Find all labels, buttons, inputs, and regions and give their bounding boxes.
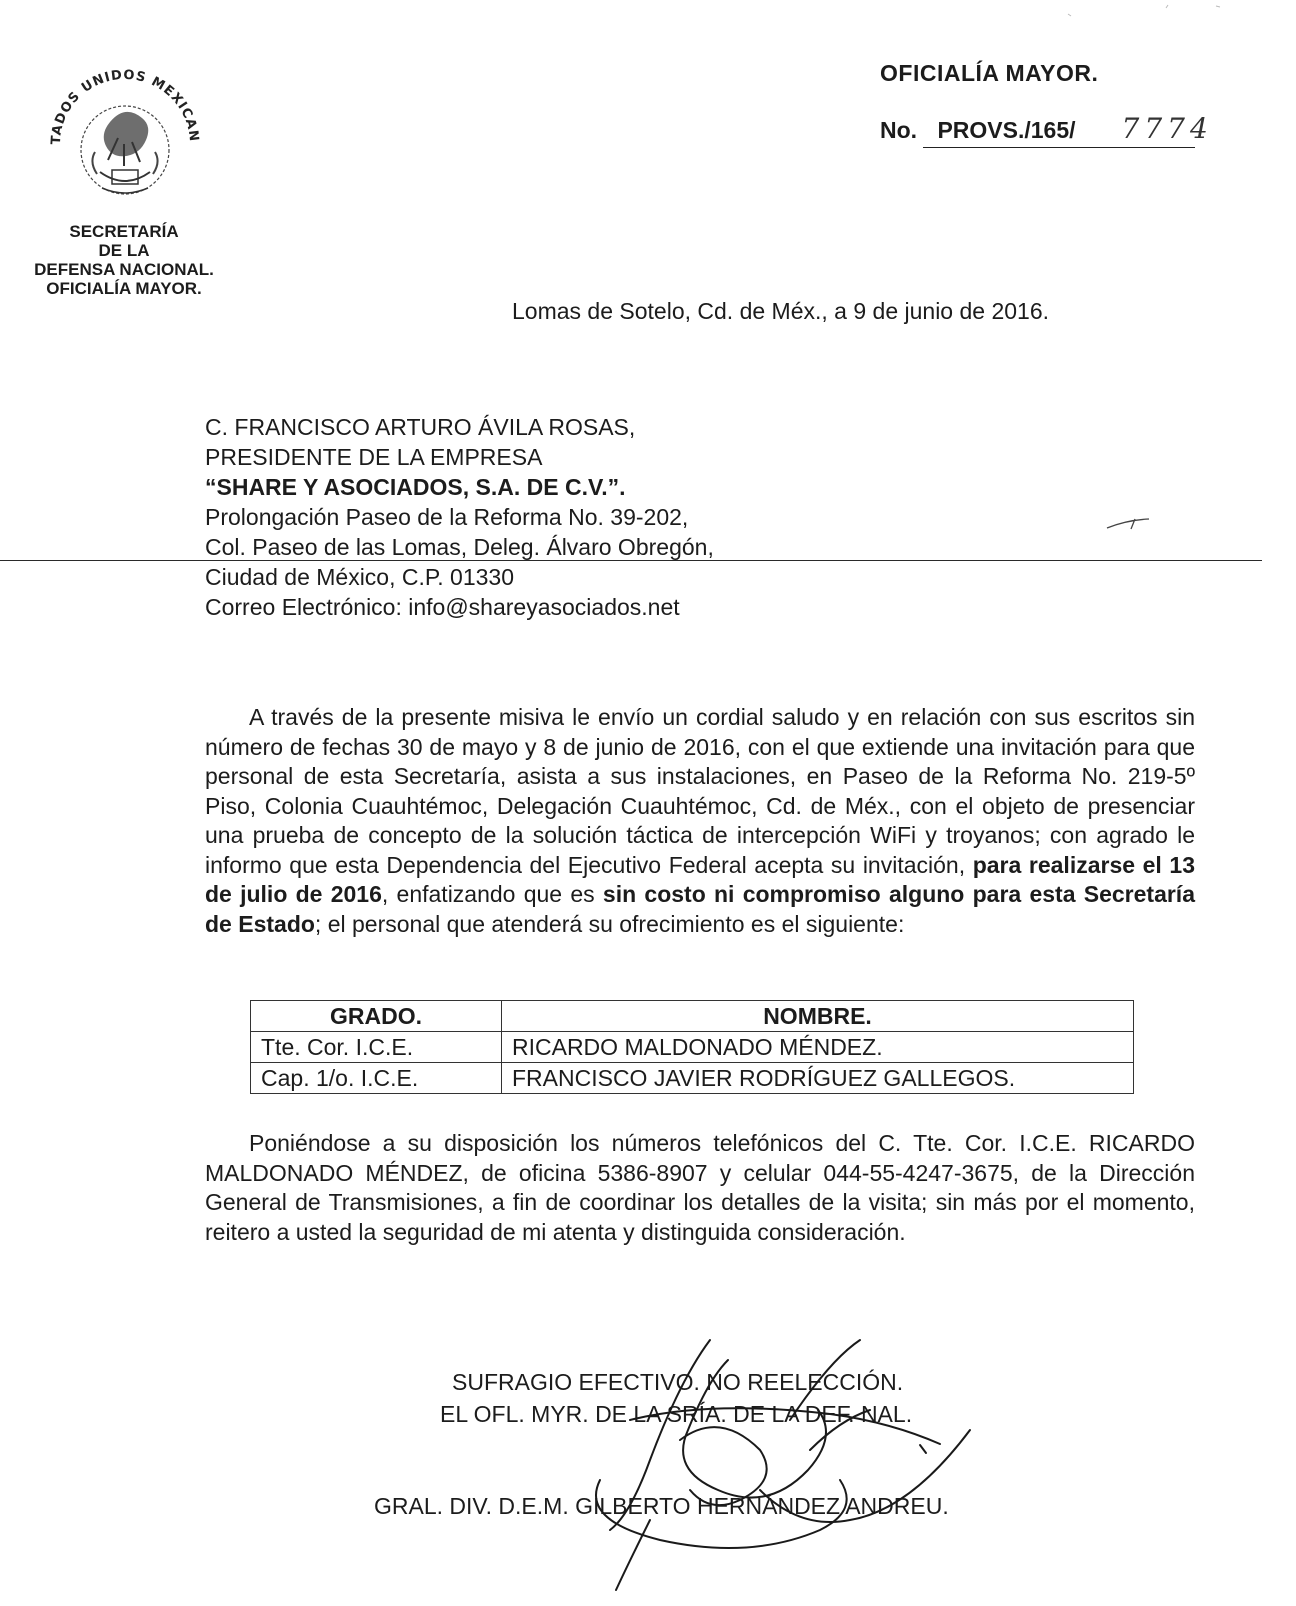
signer-title: EL OFL. MYR. DE LA SRÍA. DE LA DEF. NAL. (440, 1401, 913, 1427)
body-paragraph-1 (205, 703, 1195, 939)
addressee-colony: Col. Paseo de las Lomas, Deleg. Álvaro Obregón, (205, 534, 714, 560)
department-line: DE LA (98, 241, 150, 260)
file-number-value: PROVS./165/ (937, 117, 1076, 143)
signer-name: GRAL. DIV. D.E.M. GILBERTO HERNÁNDEZ ANDREU. (374, 1493, 949, 1519)
paragraph-1-text-e: ; el personal que atenderá su ofrecimiento es el siguiente: (314, 910, 905, 937)
department-line: DEFENSA NACIONAL. (34, 260, 214, 279)
office-title: OFICIALÍA MAYOR. (880, 60, 1099, 86)
handwritten-signature (560, 1330, 980, 1600)
file-number (880, 112, 1213, 148)
addressee-name: C. FRANCISCO ARTURO ÁVILA ROSAS, (205, 414, 636, 440)
seal-text: TADOS UNIDOS MEXICAN (48, 67, 202, 145)
table-row (251, 1063, 1134, 1094)
scan-rule-line (0, 560, 1262, 561)
addressee-city: Ciudad de México, C.P. 01330 (205, 564, 514, 590)
paragraph-1-text-c: , enfatizando que es (381, 881, 595, 907)
body-paragraph-2: Poniéndose a su disposición los números telefónicos del C. Tte. Cor. I.C.E. RICARDO MALDONADO MÉNDEZ, de oficina 5386-8907 y celular 044-55-4247-3675, de la Dirección General de Transmisiones, a fin de coordinar los detalles de la visita; sin más por el momento, reitero a usted la seguridad de mi atenta y distinguida consideración. (205, 1130, 1195, 1245)
scan-marks (1066, 0, 1236, 30)
table-header-row (251, 1001, 1134, 1032)
pen-mark (1105, 516, 1151, 530)
file-number-handwritten: 7774 (1121, 112, 1213, 145)
addressee-email: Correo Electrónico: info@shareyasociados.net (205, 594, 680, 620)
name-cell: FRANCISCO JAVIER RODRÍGUEZ GALLEGOS. (502, 1063, 1134, 1094)
addressee-block (205, 412, 714, 622)
department-letterhead (14, 222, 234, 298)
file-number-field (923, 112, 1213, 148)
staff-table (250, 1000, 1134, 1094)
addressee-company: “SHARE Y ASOCIADOS, S.A. DE C.V.”. (205, 474, 626, 500)
table-row (251, 1032, 1134, 1063)
department-line: SECRETARÍA (69, 222, 179, 241)
file-number-label: No. (880, 117, 918, 143)
place-date: Lomas de Sotelo, Cd. de Méx., a 9 de junio de 2016. (512, 298, 1050, 324)
event-date-emphasis: para realizarse el 13 de julio de 2016 (205, 851, 1195, 907)
name-cell: RICARDO MALDONADO MÉNDEZ. (502, 1032, 1134, 1063)
department-line: OFICIALÍA MAYOR. (46, 279, 202, 298)
column-header-grade: GRADO. (251, 1001, 502, 1032)
no-cost-emphasis: sin costo ni compromiso alguno para esta Secretaría de Estado (205, 881, 1195, 937)
closing-motto: SUFRAGIO EFECTIVO. NO REELECCIÓN. (452, 1369, 904, 1395)
grade-cell: Tte. Cor. I.C.E. (251, 1032, 502, 1063)
column-header-name: NOMBRE. (502, 1001, 1134, 1032)
grade-cell: Cap. 1/o. I.C.E. (251, 1063, 502, 1094)
addressee-position: PRESIDENTE DE LA EMPRESA (205, 444, 543, 470)
coat-of-arms-seal (40, 52, 210, 222)
addressee-street: Prolongación Paseo de la Reforma No. 39-202, (205, 504, 689, 530)
paragraph-1-text-a: A través de la presente misiva le envío un cordial saludo y en relación con sus escritos sin número de fechas 30 de mayo y 8 de junio de 2016, con el que extiende una invitación para que personal de esta Secretaría, asista a sus instalaciones, en Paseo de la Reforma No. 219-5º Piso, Colonia Cuauhtémoc, Delegación Cuauhtémoc, Cd. de Méx., con el objeto de presenciar una prueba de concepto de la solución táctica de intercepción WiFi y troyanos; con agrado le informo que esta Dependencia del Ejecutivo Federal acepta su invitación, (205, 704, 1195, 878)
